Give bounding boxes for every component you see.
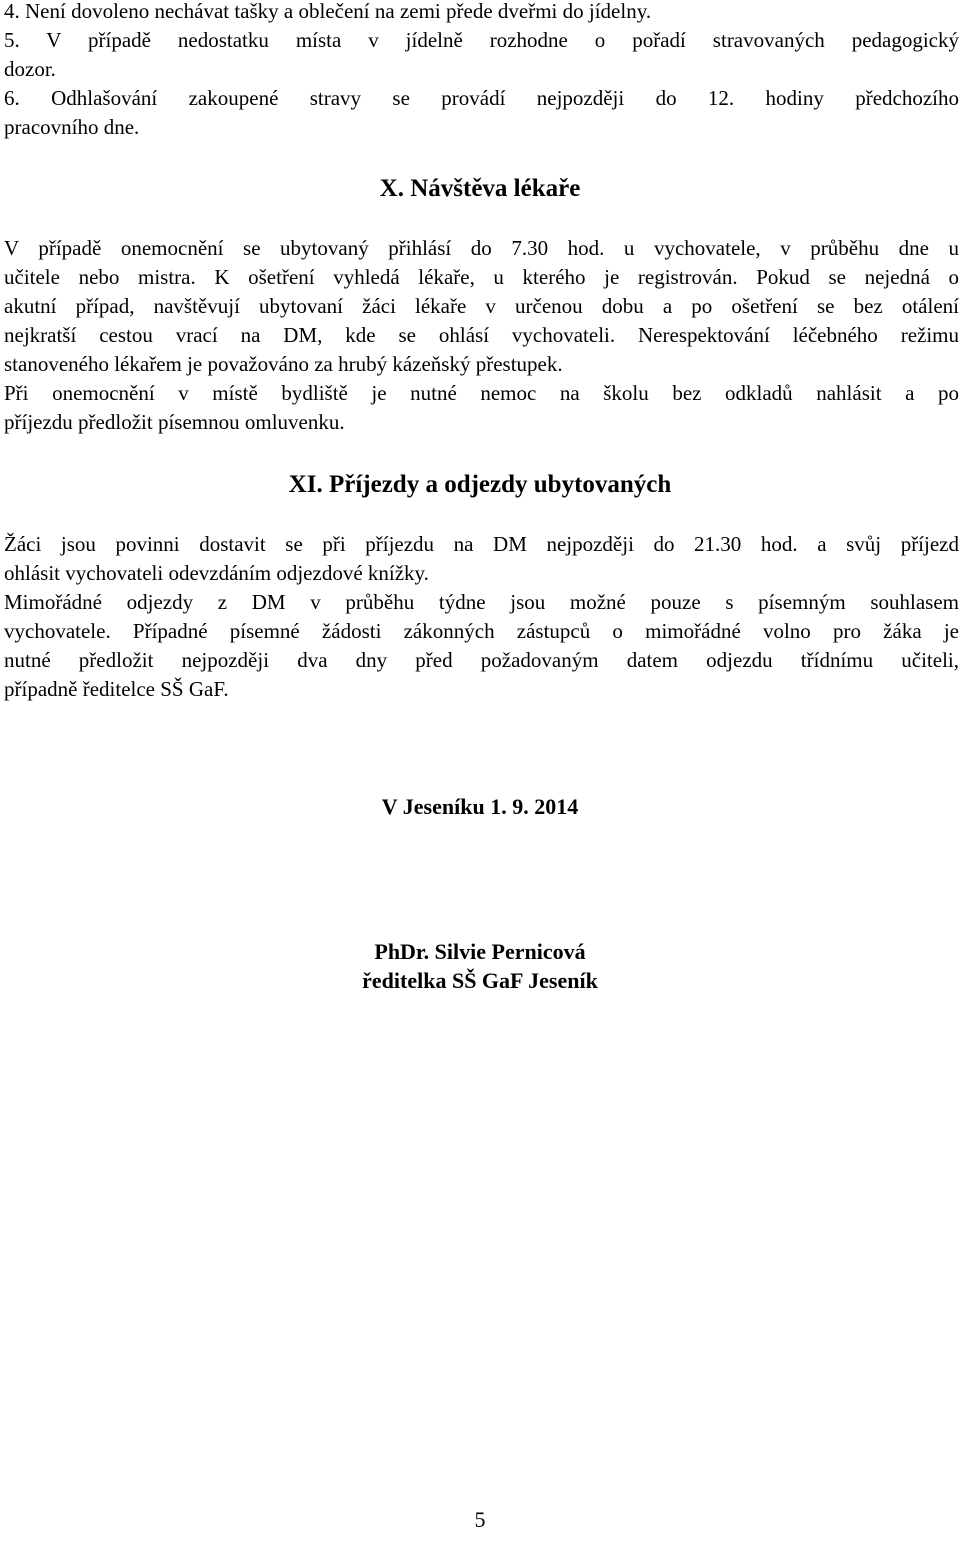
page-number: 5 <box>474 1507 486 1532</box>
list-item-6-line-1: 6. Odhlašování zakoupené stravy se provádí nejpozději do 12. hodiny předchozího <box>4 86 959 110</box>
list-item-5-line-2: dozor. <box>4 57 56 81</box>
section-x-line-2: učitele nebo mistra. K ošetření vyhledá lékaře, u kterého je registrován. Pokud se nejedná o <box>4 265 959 289</box>
section-x-line-4: nejkratší cestou vrací na DM, kde se ohlásí vychovateli. Nerespektování léčebného režimu <box>4 323 959 347</box>
section-xi-line-2: ohlásit vychovateli odevzdáním odjezdové knížky. <box>4 561 429 585</box>
list-item-5-line-1: 5. V případě nedostatku místa v jídelně rozhodne o pořadí stravovaných pedagogický <box>4 28 959 52</box>
section-xi-line-3: Mimořádné odjezdy z DM v průběhu týdne jsou možné pouze s písemným souhlasem <box>4 590 959 614</box>
section-x-line-5: stanoveného lékařem je považováno za hrubý kázeňský přestupek. <box>4 352 563 376</box>
section-x-line-6: Při onemocnění v místě bydliště je nutné nemoc na školu bez odkladů nahlásit a po <box>4 381 959 405</box>
section-xi-line-1: Žáci jsou povinni dostavit se při příjezdu na DM nejpozději do 21.30 hod. a svůj příjezd <box>4 532 959 556</box>
place-date: V Jeseníku 1. 9. 2014 <box>381 794 579 819</box>
section-xi-line-4: vychovatele. Případné písemné žádosti zákonných zástupců o mimořádné volno pro žáka je <box>4 619 959 643</box>
section-xi-line-5: nutné předložit nejpozději dva dny před požadovaným datem odjezdu třídnímu učiteli, <box>4 648 959 672</box>
section-xi-heading: XI. Příjezdy a odjezdy ubytovaných <box>288 471 672 498</box>
section-x-line-3: akutní případ, navštěvují ubytovaní žáci lékaře v určenou dobu a po ošetření se bez otálení <box>4 294 959 318</box>
list-item-4: 4. Není dovoleno nechávat tašky a oblečení na zemi přede dveřmi do jídelny. <box>4 0 652 23</box>
signatory-name: PhDr. Silvie Pernicová <box>374 939 586 964</box>
list-item-6-line-2: pracovního dne. <box>4 115 140 139</box>
section-x-line-1: V případě onemocnění se ubytovaný přihlásí do 7.30 hod. u vychovatele, v průběhu dne u <box>4 236 959 260</box>
signatory-title: ředitelka SŠ GaF Jeseník <box>362 968 598 993</box>
section-xi-line-6: případně ředitelce SŠ GaF. <box>4 677 229 701</box>
section-x-heading: X. Návštěva lékaře <box>379 175 581 202</box>
section-x-line-7: příjezdu předložit písemnou omluvenku. <box>4 410 345 434</box>
